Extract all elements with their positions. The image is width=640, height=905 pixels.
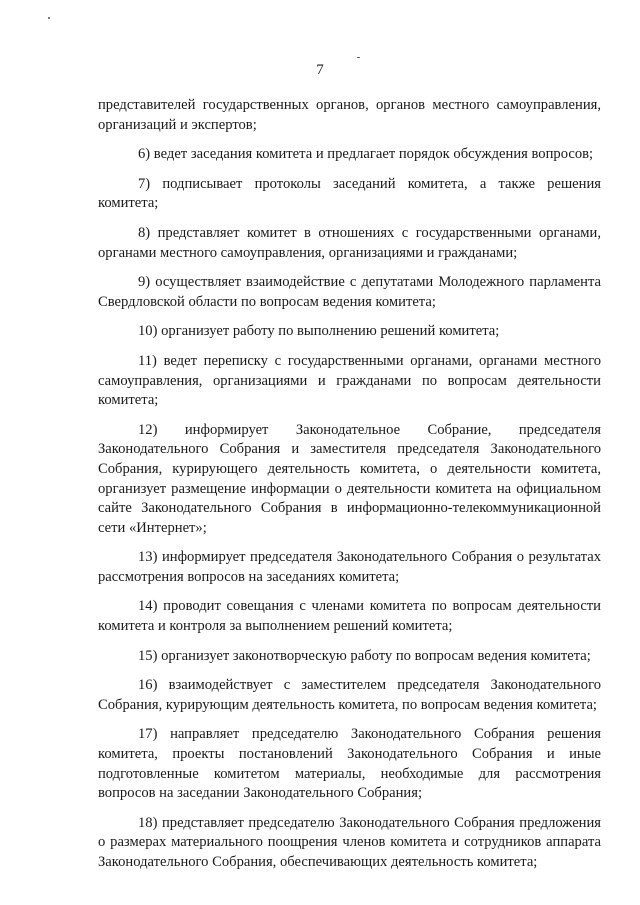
document-body — [98, 96, 601, 883]
list-item-17: 17) направляет председателю Законодательного Собрания решения комитета, проекты постановлений Законодательного Собрания и иные подготовленные комитетом материалы, необходимые для рассмотрения вопросов на заседании Законодательного Собрания; — [98, 726, 601, 802]
page-number: 7 — [316, 62, 324, 78]
list-item-9: 9) осуществляет взаимодействие с депутатами Молодежного парламента Свердловской области по вопросам ведения комитета; — [98, 274, 601, 310]
list-item-14: 14) проводит совещания с членами комитета по вопросам деятельности комитета и контроля за выполнением решений комитета; — [98, 598, 601, 635]
list-item-11: 11) ведет переписку с государственными органами, органами местного самоуправления, организациями и гражданами по вопросам деятельности комитета; — [98, 352, 601, 409]
list-item-8: 8) представляет комитет в отношениях с государственными органами, органами местного самоуправления, организациями и гражданами; — [98, 224, 601, 261]
scan-speck — [48, 17, 50, 19]
paragraph-continuation: представителей государственных органов, органов местного самоуправления, организаций и экспертов; — [98, 97, 601, 133]
list-item-10: 10) организует работу по выполнению решений комитета; — [138, 323, 500, 340]
list-item-12: 12) информирует Законодательное Собрание, председателя Законодательного Собрания и заместителя председателя Законодательного Собрания, курирующего деятельность комитета, о деятельности комитета, организует размещение информации о деятельности комитета на официальном сайте Законодательного Собрания в информационно-телекоммуникационной сети «Интернет»; — [98, 421, 601, 536]
list-item-6: 6) ведет заседания комитета и предлагает порядок обсуждения вопросов; — [138, 146, 594, 163]
scan-speck — [357, 57, 360, 58]
list-item-15: 15) организует законотворческую работу по вопросам ведения комитета; — [138, 647, 591, 664]
list-item-16: 16) взаимодействует с заместителем председателя Законодательного Собрания, курирующим деятельность комитета, по вопросам ведения комитета; — [98, 677, 601, 713]
list-item-7: 7) подписывает протоколы заседаний комитета, а также решения комитета; — [98, 175, 601, 212]
list-item-13: 13) информирует председателя Законодательного Собрания о результатах рассмотрения вопросов на заседаниях комитета; — [98, 549, 601, 585]
list-item-18: 18) представляет председателю Законодательного Собрания предложения о размерах материального поощрения членов комитета и сотрудников аппарата Законодательного Собрания, обеспечивающих деятельность комитета; — [98, 814, 601, 870]
